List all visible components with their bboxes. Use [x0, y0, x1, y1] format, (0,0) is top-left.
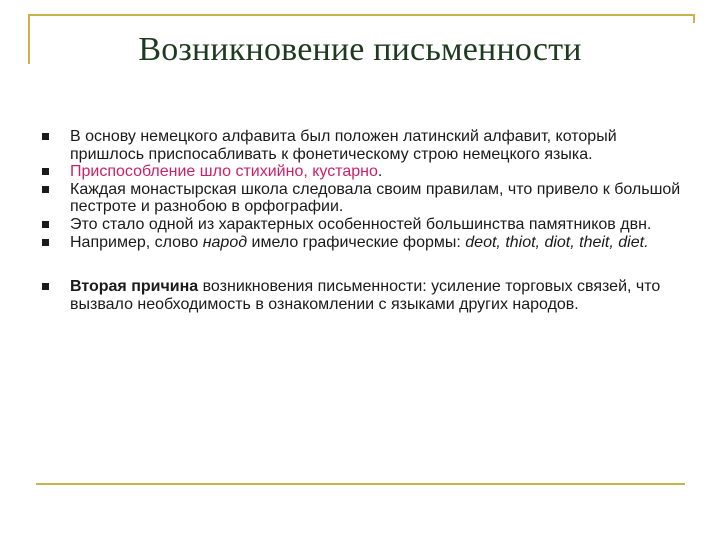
bullet-text-mid: имело графические формы: [247, 233, 466, 251]
top-rule [28, 14, 695, 16]
bullet-list [42, 128, 692, 313]
list-item [42, 163, 692, 181]
list-spacer [42, 251, 692, 278]
list-item [42, 216, 692, 234]
list-item [42, 234, 692, 252]
bullet-text-start: Например, слово [70, 233, 203, 251]
bullet-text: возникновения письменности: усиление торговых связей, что вызвало необходимость в ознакомлении с языками других народов. [70, 278, 661, 313]
square-bullet-icon [42, 283, 49, 290]
slide-title: Возникновение письменности [138, 31, 582, 68]
square-bullet-icon [42, 168, 49, 175]
bold-lead: Вторая причина [70, 278, 199, 296]
list-item [42, 128, 692, 163]
square-bullet-icon [42, 221, 49, 228]
bullet-text: Это стало одной из характерных особенностей большинства памятников двн. [70, 215, 652, 233]
bullet-text-highlight: Приспособление шло стихийно, кустарно [70, 163, 378, 181]
bottom-rule [36, 483, 685, 485]
square-bullet-icon [42, 133, 49, 140]
italic-word: народ [202, 233, 248, 251]
square-bullet-icon [42, 186, 49, 193]
list-item [42, 278, 692, 313]
square-bullet-icon [42, 239, 49, 246]
bullet-text: В основу немецкого алфавита был положен латинский алфавит, который пришлось приспосабливать к фонетическому строю немецкого языка. [70, 128, 617, 163]
list-item [42, 181, 692, 216]
bullet-text: Каждая монастырская школа следовала своим правилам, что привело к большой пестроте и разнобою в орфографии. [70, 180, 681, 216]
right-rule [693, 14, 695, 23]
bullet-text-end: . [377, 163, 383, 181]
italic-forms: deot, thiot, diot, theit, diet. [465, 233, 649, 251]
